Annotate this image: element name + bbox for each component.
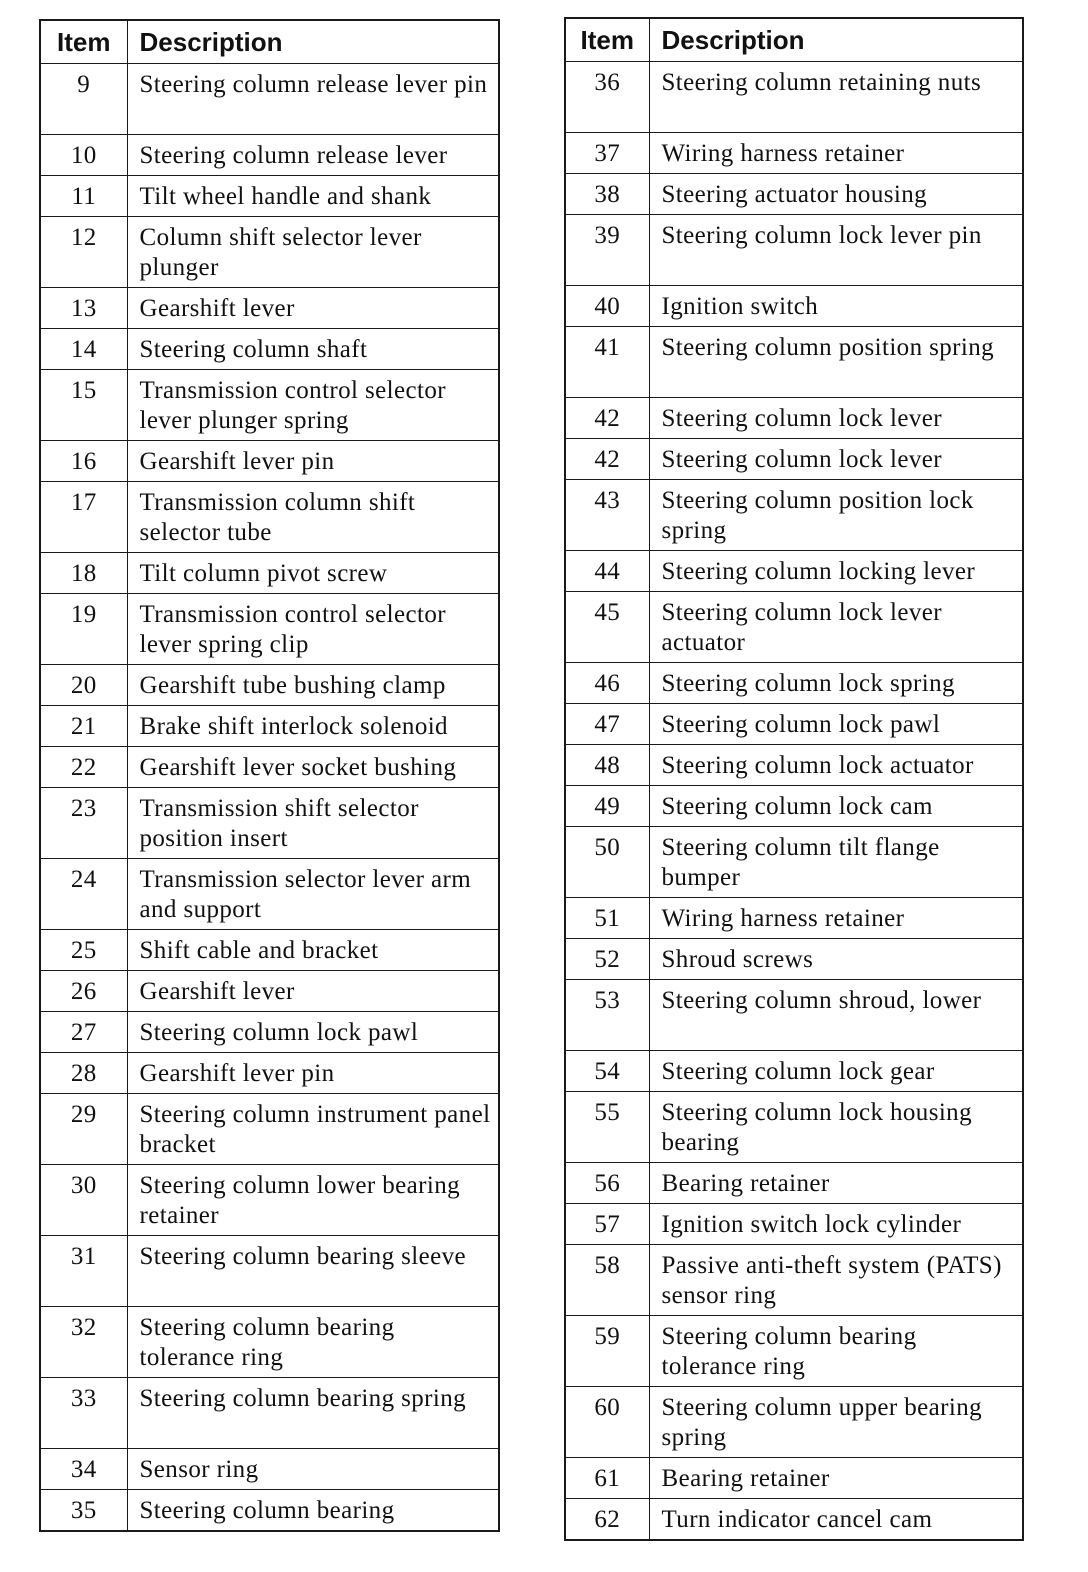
table-row xyxy=(40,288,499,329)
table-row xyxy=(565,745,1023,786)
item-description: Steering column bearing xyxy=(127,1490,499,1532)
table-row xyxy=(40,665,499,706)
description-column-header: Description xyxy=(649,18,1023,62)
table-row xyxy=(565,398,1023,439)
table-row xyxy=(40,788,499,859)
item-description: Ignition switch lock cylinder xyxy=(649,1204,1023,1245)
item-description: Gearshift tube bushing clamp xyxy=(127,665,499,706)
table-row xyxy=(565,827,1023,898)
table-row xyxy=(40,482,499,553)
table-row xyxy=(565,1092,1023,1163)
item-description: Ignition switch xyxy=(649,286,1023,327)
item-description: Gearshift lever xyxy=(127,971,499,1012)
table-row xyxy=(565,1499,1023,1541)
item-number: 29 xyxy=(40,1094,127,1165)
table-row xyxy=(565,704,1023,745)
item-number: 53 xyxy=(565,980,649,1051)
item-description: Steering column bearing sleeve xyxy=(127,1236,499,1307)
item-description: Passive anti-theft system (PATS) sensor ring xyxy=(649,1245,1023,1316)
item-number: 13 xyxy=(40,288,127,329)
item-description: Gearshift lever socket bushing xyxy=(127,747,499,788)
item-description: Steering actuator housing xyxy=(649,174,1023,215)
item-description: Steering column shaft xyxy=(127,329,499,370)
item-description: Gearshift lever xyxy=(127,288,499,329)
table-row xyxy=(565,1204,1023,1245)
item-number: 39 xyxy=(565,215,649,286)
table-row xyxy=(565,786,1023,827)
item-number: 21 xyxy=(40,706,127,747)
item-number: 58 xyxy=(565,1245,649,1316)
item-number: 37 xyxy=(565,133,649,174)
item-number: 17 xyxy=(40,482,127,553)
table-row xyxy=(565,980,1023,1051)
table-row xyxy=(40,971,499,1012)
item-number: 23 xyxy=(40,788,127,859)
table-row xyxy=(40,859,499,930)
item-description: Brake shift interlock solenoid xyxy=(127,706,499,747)
table-row xyxy=(565,480,1023,551)
table-row xyxy=(40,135,499,176)
item-number: 18 xyxy=(40,553,127,594)
table-row xyxy=(40,1490,499,1532)
item-number: 55 xyxy=(565,1092,649,1163)
table-row xyxy=(565,1387,1023,1458)
item-number: 49 xyxy=(565,786,649,827)
item-description: Steering column position spring xyxy=(649,327,1023,398)
item-number: 27 xyxy=(40,1012,127,1053)
item-number: 43 xyxy=(565,480,649,551)
item-number: 26 xyxy=(40,971,127,1012)
item-description: Gearshift lever pin xyxy=(127,1053,499,1094)
table-row xyxy=(565,286,1023,327)
header-row xyxy=(565,18,1023,62)
item-number: 60 xyxy=(565,1387,649,1458)
item-description: Steering column lock spring xyxy=(649,663,1023,704)
item-description: Column shift selector lever plunger xyxy=(127,217,499,288)
table-row xyxy=(565,1163,1023,1204)
table-row xyxy=(40,930,499,971)
item-number: 19 xyxy=(40,594,127,665)
table-row xyxy=(565,898,1023,939)
item-description: Transmission column shift selector tube xyxy=(127,482,499,553)
table-row xyxy=(565,1051,1023,1092)
item-description: Steering column lock lever xyxy=(649,439,1023,480)
item-description: Wiring harness retainer xyxy=(649,898,1023,939)
item-number: 42 xyxy=(565,439,649,480)
table-row xyxy=(40,176,499,217)
table-row xyxy=(40,370,499,441)
item-description: Gearshift lever pin xyxy=(127,441,499,482)
item-description: Turn indicator cancel cam xyxy=(649,1499,1023,1541)
table-row xyxy=(565,551,1023,592)
item-description: Steering column lock cam xyxy=(649,786,1023,827)
item-description: Bearing retainer xyxy=(649,1163,1023,1204)
item-number: 57 xyxy=(565,1204,649,1245)
table-row xyxy=(565,327,1023,398)
table-row xyxy=(40,1165,499,1236)
header-row xyxy=(40,20,499,64)
item-description: Steering column lock lever xyxy=(649,398,1023,439)
item-number: 22 xyxy=(40,747,127,788)
table-row xyxy=(565,1458,1023,1499)
item-column-header: Item xyxy=(565,18,649,62)
item-description: Transmission selector lever arm and support xyxy=(127,859,499,930)
item-description: Steering column position lock spring xyxy=(649,480,1023,551)
table-row xyxy=(40,553,499,594)
item-number: 48 xyxy=(565,745,649,786)
item-description: Steering column shroud, lower xyxy=(649,980,1023,1051)
item-number: 61 xyxy=(565,1458,649,1499)
table-row xyxy=(40,1053,499,1094)
table-row xyxy=(565,1316,1023,1387)
item-description: Steering column lock lever pin xyxy=(649,215,1023,286)
table-row xyxy=(40,217,499,288)
item-description: Steering column lock lever actuator xyxy=(649,592,1023,663)
table-row xyxy=(40,1449,499,1490)
table-row xyxy=(565,133,1023,174)
table-row xyxy=(40,594,499,665)
item-number: 12 xyxy=(40,217,127,288)
table-row xyxy=(40,1236,499,1307)
parts-table-right xyxy=(564,17,1024,1541)
item-number: 40 xyxy=(565,286,649,327)
item-number: 59 xyxy=(565,1316,649,1387)
item-description: Wiring harness retainer xyxy=(649,133,1023,174)
item-number: 25 xyxy=(40,930,127,971)
item-description: Tilt wheel handle and shank xyxy=(127,176,499,217)
item-description: Transmission control selector lever spring clip xyxy=(127,594,499,665)
table-row xyxy=(40,747,499,788)
item-number: 35 xyxy=(40,1490,127,1532)
item-description: Steering column instrument panel bracket xyxy=(127,1094,499,1165)
table-row xyxy=(40,1094,499,1165)
item-number: 47 xyxy=(565,704,649,745)
table-row xyxy=(40,329,499,370)
item-number: 46 xyxy=(565,663,649,704)
item-description: Transmission shift selector position insert xyxy=(127,788,499,859)
table-row xyxy=(565,215,1023,286)
item-number: 36 xyxy=(565,62,649,133)
item-description: Shroud screws xyxy=(649,939,1023,980)
item-number: 56 xyxy=(565,1163,649,1204)
item-description: Sensor ring xyxy=(127,1449,499,1490)
item-column-header: Item xyxy=(40,20,127,64)
table-row xyxy=(40,706,499,747)
item-description: Steering column bearing spring xyxy=(127,1378,499,1449)
item-description: Shift cable and bracket xyxy=(127,930,499,971)
item-description: Steering column bearing tolerance ring xyxy=(649,1316,1023,1387)
item-description: Steering column lock pawl xyxy=(649,704,1023,745)
item-description: Steering column lock gear xyxy=(649,1051,1023,1092)
item-number: 32 xyxy=(40,1307,127,1378)
item-number: 51 xyxy=(565,898,649,939)
item-number: 54 xyxy=(565,1051,649,1092)
item-description: Tilt column pivot screw xyxy=(127,553,499,594)
table-row xyxy=(40,64,499,135)
item-number: 20 xyxy=(40,665,127,706)
item-number: 28 xyxy=(40,1053,127,1094)
item-number: 9 xyxy=(40,64,127,135)
parts-table-left xyxy=(39,19,500,1532)
item-number: 41 xyxy=(565,327,649,398)
item-description: Steering column retaining nuts xyxy=(649,62,1023,133)
item-description: Steering column release lever pin xyxy=(127,64,499,135)
item-description: Steering column release lever xyxy=(127,135,499,176)
table-row xyxy=(565,439,1023,480)
table-row xyxy=(565,663,1023,704)
item-number: 34 xyxy=(40,1449,127,1490)
item-number: 31 xyxy=(40,1236,127,1307)
item-description: Steering column upper bearing spring xyxy=(649,1387,1023,1458)
description-column-header: Description xyxy=(127,20,499,64)
item-description: Steering column lock actuator xyxy=(649,745,1023,786)
item-number: 11 xyxy=(40,176,127,217)
item-number: 42 xyxy=(565,398,649,439)
table-row xyxy=(565,62,1023,133)
item-number: 14 xyxy=(40,329,127,370)
item-number: 44 xyxy=(565,551,649,592)
item-description: Steering column lock housing bearing xyxy=(649,1092,1023,1163)
table-row xyxy=(40,1378,499,1449)
table-row xyxy=(40,1012,499,1053)
item-number: 45 xyxy=(565,592,649,663)
item-description: Steering column locking lever xyxy=(649,551,1023,592)
item-number: 10 xyxy=(40,135,127,176)
item-number: 30 xyxy=(40,1165,127,1236)
item-number: 33 xyxy=(40,1378,127,1449)
item-description: Steering column lower bearing retainer xyxy=(127,1165,499,1236)
table-row xyxy=(565,939,1023,980)
item-number: 50 xyxy=(565,827,649,898)
item-description: Bearing retainer xyxy=(649,1458,1023,1499)
item-number: 16 xyxy=(40,441,127,482)
item-description: Steering column lock pawl xyxy=(127,1012,499,1053)
table-row xyxy=(40,1307,499,1378)
item-description: Transmission control selector lever plunger spring xyxy=(127,370,499,441)
item-number: 24 xyxy=(40,859,127,930)
table-row xyxy=(565,592,1023,663)
table-row xyxy=(565,174,1023,215)
item-description: Steering column bearing tolerance ring xyxy=(127,1307,499,1378)
table-row xyxy=(40,441,499,482)
item-number: 38 xyxy=(565,174,649,215)
item-description: Steering column tilt flange bumper xyxy=(649,827,1023,898)
item-number: 15 xyxy=(40,370,127,441)
item-number: 52 xyxy=(565,939,649,980)
table-row xyxy=(565,1245,1023,1316)
item-number: 62 xyxy=(565,1499,649,1541)
